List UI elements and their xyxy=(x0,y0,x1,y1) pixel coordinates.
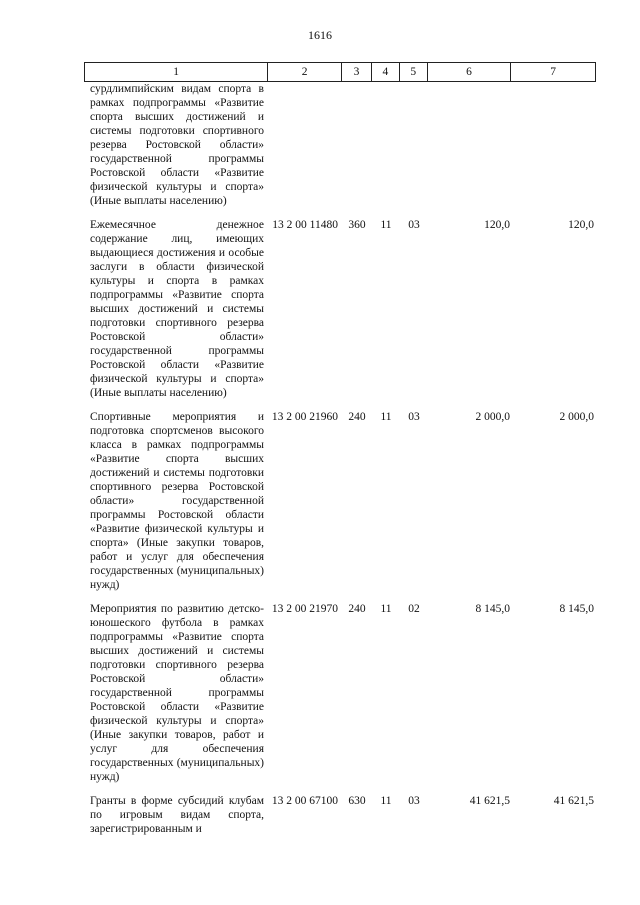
row-sum-2: 120,0 xyxy=(568,219,594,231)
row-code: 13 2 00 21960 xyxy=(271,411,338,423)
row-expense-type xyxy=(342,82,372,208)
column-header-5: 5 xyxy=(400,63,428,81)
row-subsection: 03 xyxy=(408,219,420,231)
column-header-4: 4 xyxy=(372,63,400,81)
row-sum-2: 2 000,0 xyxy=(559,411,594,423)
table-row xyxy=(84,218,596,400)
row-section: 11 xyxy=(380,795,392,807)
row-subsection: 03 xyxy=(408,795,420,807)
table-row xyxy=(84,410,596,592)
column-header-6: 6 xyxy=(428,63,512,81)
row-expense-type: 240 xyxy=(348,603,366,615)
row-expense-type: 240 xyxy=(348,411,366,423)
row-section: 11 xyxy=(380,219,392,231)
row-sum-2: 8 145,0 xyxy=(559,603,594,615)
row-subsection xyxy=(400,82,428,208)
column-header-1: 1 xyxy=(85,63,268,81)
column-header-3: 3 xyxy=(342,63,372,81)
row-description: Ежемесячное денежное содержание лиц, имеющих выдающиеся достижения и особые заслуги в области физической культуры и спорта в рамках подпрограммы «Развитие спорта высших достижений и системы подготовки спортивного резерва Ростовской области» государственной программы Ростовской области «Развитие физической культуры и спорта» (Иные выплаты населению) xyxy=(90,219,264,399)
row-description: Спортивные мероприятия и подготовка спортсменов высокого класса в рамках подпрограммы «Развитие спорта высших достижений и системы подготовки спортивного резерва Ростовской области» государственной программы Ростовской области «Развитие физической культуры и спорта» (Иные закупки товаров, работ и услуг для обеспечения государственных (муниципальных) нужд) xyxy=(90,411,264,591)
row-sum-2 xyxy=(512,82,596,208)
row-sum-2: 41 621,5 xyxy=(553,795,594,807)
table-body xyxy=(84,82,596,836)
row-sum-1: 41 621,5 xyxy=(469,795,510,807)
table-row xyxy=(84,794,596,836)
row-code: 13 2 00 67100 xyxy=(271,795,338,807)
row-section: 11 xyxy=(380,411,392,423)
table-row xyxy=(84,82,596,208)
row-section xyxy=(372,82,400,208)
row-expense-type: 630 xyxy=(348,795,366,807)
row-sum-1: 120,0 xyxy=(484,219,510,231)
row-code: 13 2 00 11480 xyxy=(272,219,338,231)
row-description: Гранты в форме субсидий клубам по игровым видам спорта, зарегистрированным и xyxy=(90,795,264,835)
row-sum-1: 2 000,0 xyxy=(475,411,510,423)
row-sum-1: 8 145,0 xyxy=(475,603,510,615)
column-header-7: 7 xyxy=(550,66,557,78)
row-subsection: 03 xyxy=(408,411,420,423)
row-description: Мероприятия по развитию детско-юношеского футбола в рамках подпрограммы «Развитие спорта высших достижений и системы подготовки спортивного резерва Ростовской области» государственной программы Ростовской области «Развитие физической культуры и спорта» (Иные закупки товаров, работ и услуг для обеспечения государственных (муниципальных) нужд) xyxy=(90,603,264,783)
row-section: 11 xyxy=(380,603,392,615)
row-code: 13 2 00 21970 xyxy=(271,603,338,615)
page-number: 1616 xyxy=(308,28,332,42)
table-row xyxy=(84,602,596,784)
row-expense-type: 360 xyxy=(348,219,366,231)
row-subsection: 02 xyxy=(408,603,420,615)
row-description: сурдлимпийским видам спорта в рамках подпрограммы «Развитие спорта высших достижений и системы подготовки спортивного резерва Ростовской области» государственной программы Ростовской области «Развитие физической культуры и спорта» (Иные выплаты населению) xyxy=(90,83,264,207)
table-header xyxy=(84,62,596,82)
row-code xyxy=(268,82,342,208)
row-sum-1 xyxy=(428,82,512,208)
column-header-2: 2 xyxy=(268,63,342,81)
